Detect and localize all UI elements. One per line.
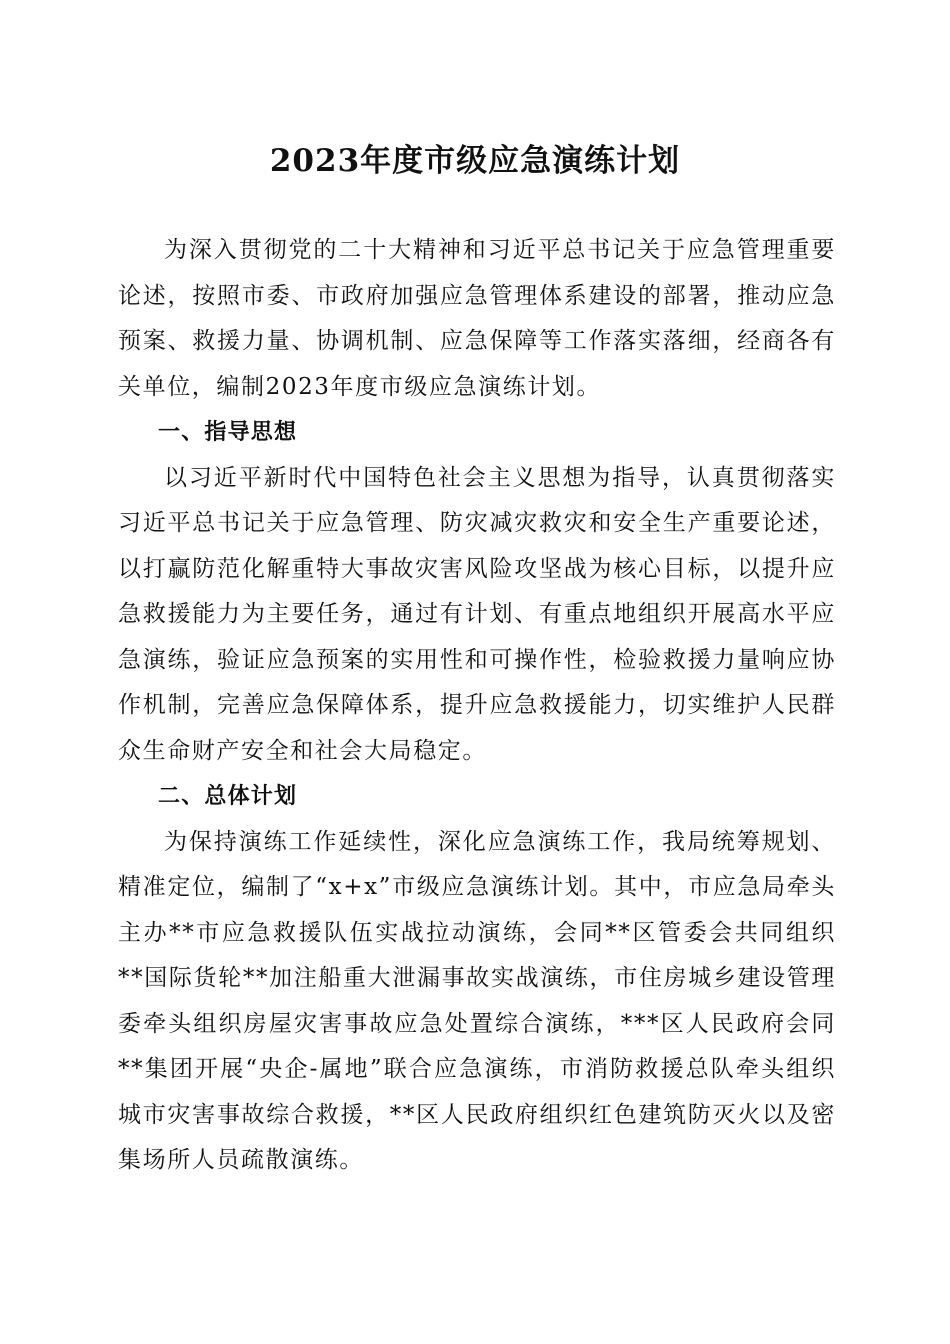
section-heading-guiding-ideology: 一、指导思想 — [158, 420, 298, 445]
section-heading-overall-plan: 二、总体计划 — [158, 784, 298, 809]
document-title: 2023年度市级应急演练计划 — [269, 143, 681, 179]
section-paragraph-guiding-ideology: 以习近平新时代中国特色社会主义思想为指导，认真贯彻落实习近平总书记关于应急管理、防灾减灾救灾和安全生产重要论述，以打赢防范化解重特大事故灾害风险攻坚战为核心目标，以提升应急救援能力为主要任务，通过有计划、有重点地组织开展高水平应急演练，验证应急预案的实用性和可操作性，检验救援力量响应协作机制，完善应急保障体系，提升应急救援能力，切实维护人民群众生命财产安全和社会大局稳定。 — [118, 464, 836, 764]
intro-paragraph: 为深入贯彻党的二十大精神和习近平总书记关于应急管理重要论述，按照市委、市政府加强应急管理体系建设的部署，推动应急预案、救援力量、协调机制、应急保障等工作落实落细，经商各有关单位，编制2023年度市级应急演练计划。 — [118, 237, 836, 400]
document-body — [118, 228, 836, 1184]
section-paragraph-overall-plan: 为保持演练工作延续性，深化应急演练工作，我局统筹规划、精准定位，编制了“x+x”市级应急演练计划。其中，市应急局牵头主办**市应急救援队伍实战拉动演练，会同**区管委会共同组织**国际货轮**加注船重大泄漏事故实战演练，市住房城乡建设管理委牵头组织房屋灾害事故应急处置综合演练，***区人民政府会同**集团开展“央企-属地”联合应急演练，市消防救援总队牵头组织城市灾害事故综合救援，**区人民政府组织红色建筑防灭火以及密集场所人员疏散演练。 — [118, 828, 836, 1173]
